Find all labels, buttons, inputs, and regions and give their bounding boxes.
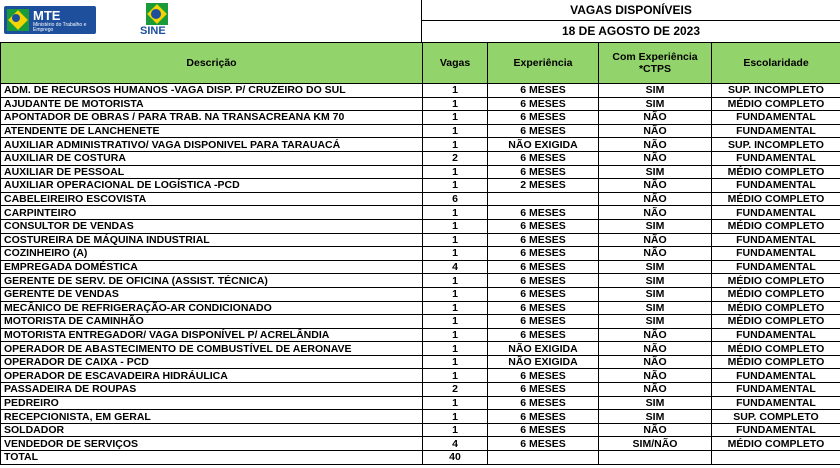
cell-experience: 6 MESES	[488, 287, 599, 301]
cell-education: MÉDIO COMPLETO	[712, 301, 840, 315]
table-row	[1, 396, 840, 410]
table-row	[1, 219, 840, 233]
cell-description: PEDREIRO	[1, 396, 423, 410]
cell-vacancies: 1	[423, 179, 488, 193]
page-title: VAGAS DISPONÍVEIS	[422, 0, 840, 21]
cell-ctps: NÃO	[599, 383, 712, 397]
cell-experience: 6 MESES	[488, 328, 599, 342]
cell-education: FUNDAMENTAL	[712, 179, 840, 193]
cell-description: GERENTE DE VENDAS	[1, 287, 423, 301]
cell-ctps: NÃO	[599, 111, 712, 125]
cell-ctps: SIM	[599, 260, 712, 274]
cell-education: MÉDIO COMPLETO	[712, 165, 840, 179]
cell-experience: 6 MESES	[488, 247, 599, 261]
total-value: 40	[423, 451, 488, 465]
cell-vacancies: 6	[423, 192, 488, 206]
cell-description: AUXILIAR DE PESSOAL	[1, 165, 423, 179]
cell-vacancies: 1	[423, 165, 488, 179]
table-row	[1, 111, 840, 125]
cell-description: COSTUREIRA DE MÁQUINA INDUSTRIAL	[1, 233, 423, 247]
empty-cell	[712, 451, 840, 465]
mte-logo-subtitle: Ministério do Trabalho e Emprego	[33, 22, 87, 33]
cell-description: AUXILIAR OPERACIONAL DE LOGÍSTICA -PCD	[1, 179, 423, 193]
mte-logo-label: MTE	[33, 8, 61, 23]
cell-education: MÉDIO COMPLETO	[712, 274, 840, 288]
cell-description: SOLDADOR	[1, 423, 423, 437]
table-row	[1, 315, 840, 329]
cell-vacancies: 1	[423, 328, 488, 342]
cell-vacancies: 1	[423, 301, 488, 315]
cell-ctps: NÃO	[599, 138, 712, 152]
cell-description: EMPREGADA DOMÉSTICA	[1, 260, 423, 274]
cell-experience: NÃO EXIGIDA	[488, 138, 599, 152]
cell-vacancies: 1	[423, 247, 488, 261]
cell-experience: 2 MESES	[488, 179, 599, 193]
column-header-experience: Experiência	[488, 43, 599, 84]
cell-ctps: NÃO	[599, 151, 712, 165]
cell-experience: 6 MESES	[488, 124, 599, 138]
total-row	[1, 451, 840, 465]
table-row	[1, 97, 840, 111]
table-row	[1, 342, 840, 356]
cell-education: SUP. INCOMPLETO	[712, 138, 840, 152]
cell-experience: 6 MESES	[488, 410, 599, 424]
cell-education: MÉDIO COMPLETO	[712, 97, 840, 111]
table-row	[1, 192, 840, 206]
cell-experience: 6 MESES	[488, 260, 599, 274]
cell-ctps: SIM	[599, 396, 712, 410]
cell-ctps: SIM	[599, 165, 712, 179]
cell-vacancies: 1	[423, 342, 488, 356]
cell-description: ADM. DE RECURSOS HUMANOS -VAGA DISP. P/ CRUZEIRO DO SUL	[1, 84, 423, 98]
cell-experience: 6 MESES	[488, 206, 599, 220]
table-row	[1, 260, 840, 274]
cell-ctps: SIM	[599, 410, 712, 424]
cell-ctps: SIM	[599, 287, 712, 301]
cell-education: FUNDAMENTAL	[712, 206, 840, 220]
cell-experience: 6 MESES	[488, 84, 599, 98]
vacancies-table	[0, 42, 840, 465]
cell-description: ATENDENTE DE LANCHENETE	[1, 124, 423, 138]
cell-ctps: NÃO	[599, 192, 712, 206]
logo-area	[0, 0, 422, 42]
table-row	[1, 138, 840, 152]
cell-education: MÉDIO COMPLETO	[712, 437, 840, 451]
empty-cell	[488, 451, 599, 465]
cell-description: COZINHEIRO (A)	[1, 247, 423, 261]
cell-vacancies: 1	[423, 274, 488, 288]
table-row	[1, 383, 840, 397]
cell-education: FUNDAMENTAL	[712, 383, 840, 397]
cell-ctps: NÃO	[599, 179, 712, 193]
cell-experience: NÃO EXIGIDA	[488, 355, 599, 369]
cell-vacancies: 1	[423, 315, 488, 329]
cell-vacancies: 1	[423, 111, 488, 125]
cell-education: MÉDIO COMPLETO	[712, 192, 840, 206]
table-row	[1, 410, 840, 424]
cell-vacancies: 1	[423, 233, 488, 247]
cell-description: AJUDANTE DE MOTORISTA	[1, 97, 423, 111]
cell-description: GERENTE DE SERV. DE OFICINA (ASSIST. TÉCNICA)	[1, 274, 423, 288]
cell-ctps: NÃO	[599, 355, 712, 369]
cell-experience: 6 MESES	[488, 165, 599, 179]
cell-ctps: SIM	[599, 315, 712, 329]
cell-vacancies: 4	[423, 437, 488, 451]
cell-vacancies: 2	[423, 151, 488, 165]
cell-ctps: NÃO	[599, 124, 712, 138]
cell-description: OPERADOR DE ESCAVADEIRA HIDRÁULICA	[1, 369, 423, 383]
cell-experience: 6 MESES	[488, 301, 599, 315]
cell-description: OPERADOR DE ABASTECIMENTO DE COMBUSTÍVEL DE AERONAVE	[1, 342, 423, 356]
cell-education: SUP. INCOMPLETO	[712, 84, 840, 98]
cell-description: CABELEIREIRO ESCOVISTA	[1, 192, 423, 206]
table-row	[1, 151, 840, 165]
cell-experience: 6 MESES	[488, 437, 599, 451]
cell-experience: 6 MESES	[488, 369, 599, 383]
cell-education: FUNDAMENTAL	[712, 151, 840, 165]
cell-experience: 6 MESES	[488, 383, 599, 397]
cell-vacancies: 1	[423, 124, 488, 138]
cell-ctps: NÃO	[599, 247, 712, 261]
table-row	[1, 84, 840, 98]
cell-experience: 6 MESES	[488, 233, 599, 247]
sine-logo-label: SINE	[140, 25, 166, 37]
table-row	[1, 274, 840, 288]
cell-education: MÉDIO COMPLETO	[712, 219, 840, 233]
cell-description: MOTORISTA DE CAMINHÃO	[1, 315, 423, 329]
cell-education: MÉDIO COMPLETO	[712, 287, 840, 301]
cell-ctps: SIM	[599, 84, 712, 98]
cell-education: FUNDAMENTAL	[712, 233, 840, 247]
cell-ctps: NÃO	[599, 423, 712, 437]
cell-experience: 6 MESES	[488, 97, 599, 111]
cell-education: FUNDAMENTAL	[712, 260, 840, 274]
cell-vacancies: 1	[423, 396, 488, 410]
table-row	[1, 287, 840, 301]
cell-description: CONSULTOR DE VENDAS	[1, 219, 423, 233]
column-header-education: Escolaridade	[712, 43, 840, 84]
cell-vacancies: 1	[423, 355, 488, 369]
table-row	[1, 206, 840, 220]
cell-education: FUNDAMENTAL	[712, 111, 840, 125]
cell-vacancies: 1	[423, 369, 488, 383]
cell-description: PASSADEIRA DE ROUPAS	[1, 383, 423, 397]
cell-description: AUXILIAR DE COSTURA	[1, 151, 423, 165]
cell-experience: 6 MESES	[488, 274, 599, 288]
cell-vacancies: 1	[423, 84, 488, 98]
table-row	[1, 369, 840, 383]
cell-ctps: SIM	[599, 97, 712, 111]
table-row	[1, 247, 840, 261]
cell-education: MÉDIO COMPLETO	[712, 355, 840, 369]
column-header-description: Descrição	[1, 43, 423, 84]
empty-cell	[599, 451, 712, 465]
table-row	[1, 233, 840, 247]
date-label: 18 DE AGOSTO DE 2023	[561, 24, 701, 38]
cell-experience: 6 MESES	[488, 423, 599, 437]
cell-experience: 6 MESES	[488, 219, 599, 233]
cell-education: FUNDAMENTAL	[712, 423, 840, 437]
cell-education: SUP. COMPLETO	[712, 410, 840, 424]
cell-vacancies: 1	[423, 138, 488, 152]
table-row	[1, 423, 840, 437]
cell-ctps: SIM	[599, 301, 712, 315]
cell-vacancies: 1	[423, 97, 488, 111]
cell-education: MÉDIO COMPLETO	[712, 342, 840, 356]
table-header-row	[1, 43, 840, 84]
table-row	[1, 165, 840, 179]
table-row	[1, 355, 840, 369]
cell-education: FUNDAMENTAL	[712, 369, 840, 383]
cell-education: FUNDAMENTAL	[712, 328, 840, 342]
cell-description: VENDEDOR DE SERVIÇOS	[1, 437, 423, 451]
cell-education: FUNDAMENTAL	[712, 124, 840, 138]
cell-experience: 6 MESES	[488, 151, 599, 165]
column-header-vacancies: Vagas	[423, 43, 488, 84]
sine-logo	[140, 3, 180, 39]
cell-description: OPERADOR DE CAIXA - PCD	[1, 355, 423, 369]
cell-vacancies: 2	[423, 383, 488, 397]
cell-vacancies: 1	[423, 219, 488, 233]
cell-ctps: NÃO	[599, 328, 712, 342]
mte-logo	[4, 6, 96, 34]
cell-vacancies: 1	[423, 410, 488, 424]
cell-experience: NÃO EXIGIDA	[488, 342, 599, 356]
table-row	[1, 301, 840, 315]
cell-vacancies: 1	[423, 287, 488, 301]
cell-ctps: NÃO	[599, 369, 712, 383]
cell-ctps: NÃO	[599, 206, 712, 220]
cell-ctps: NÃO	[599, 233, 712, 247]
cell-description: AUXILIAR ADMINISTRATIVO/ VAGA DISPONIVEL PARA TARAUACÁ	[1, 138, 423, 152]
cell-description: APONTADOR DE OBRAS / PARA TRAB. NA TRANSACREANA KM 70	[1, 111, 423, 125]
cell-vacancies: 1	[423, 423, 488, 437]
column-header-ctps: Com Experiência *CTPS	[599, 43, 712, 84]
cell-ctps: SIM/NÃO	[599, 437, 712, 451]
cell-description: CARPINTEIRO	[1, 206, 423, 220]
table-row	[1, 437, 840, 451]
cell-ctps: SIM	[599, 274, 712, 288]
cell-experience: 6 MESES	[488, 111, 599, 125]
cell-description: MOTORISTA ENTREGADOR/ VAGA DISPONÍVEL P/ ACRELÂNDIA	[1, 328, 423, 342]
cell-experience: 6 MESES	[488, 396, 599, 410]
table-row	[1, 179, 840, 193]
cell-education: FUNDAMENTAL	[712, 396, 840, 410]
table-row	[1, 124, 840, 138]
cell-experience: 6 MESES	[488, 315, 599, 329]
cell-education: FUNDAMENTAL	[712, 247, 840, 261]
cell-description: RECEPCIONISTA, EM GERAL	[1, 410, 423, 424]
table-body	[1, 84, 840, 451]
cell-experience	[488, 192, 599, 206]
table-row	[1, 328, 840, 342]
cell-vacancies: 1	[423, 206, 488, 220]
cell-description: MECÂNICO DE REFRIGERAÇÃO-AR CONDICIONADO	[1, 301, 423, 315]
cell-vacancies: 4	[423, 260, 488, 274]
total-label: TOTAL	[1, 451, 423, 465]
cell-education: MÉDIO COMPLETO	[712, 315, 840, 329]
cell-ctps: NÃO	[599, 342, 712, 356]
cell-ctps: SIM	[599, 219, 712, 233]
